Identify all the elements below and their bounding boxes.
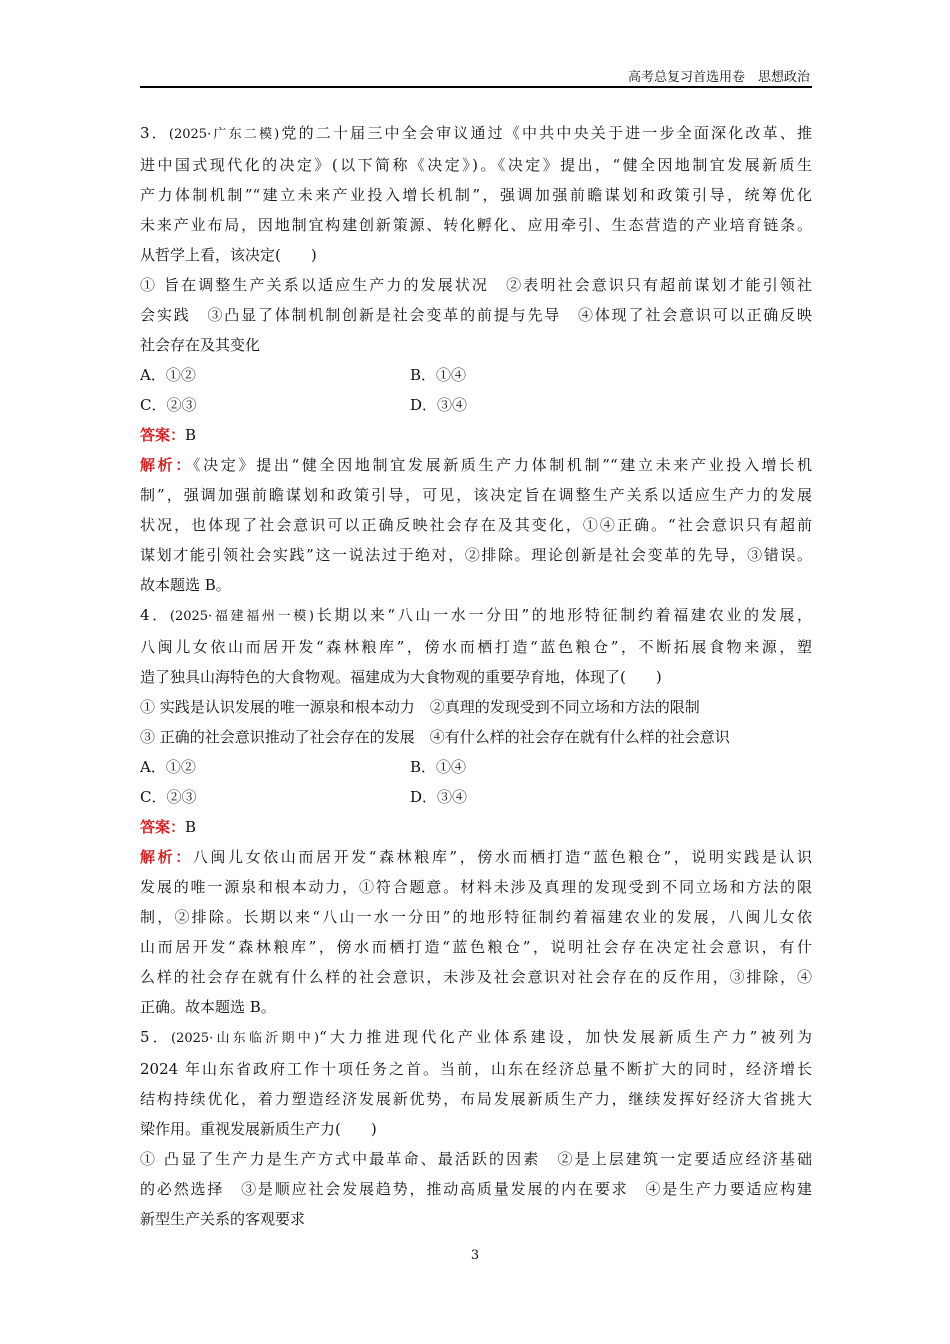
q4-analysis-line: 山而居开发“森林粮库”，傍水而栖打造“蓝色粮仓”，说明社会存在决定社会意识，有什 (140, 938, 812, 956)
q3-analysis-line: 状况，也体现了社会意识可以正确反映社会存在及其变化，①④正确。“社会意识只有超前 (140, 516, 812, 534)
q3-options-row (140, 390, 812, 420)
q3-analysis-line: 制”，强调加强前瞻谋划和政策引导，可见，该决定旨在调整生产关系以适应生产力的发展 (140, 486, 812, 504)
q3-statement-line: ① 旨在调整生产关系以适应生产力的发展状况 ②表明社会意识只有超前谋划才能引领社 (140, 276, 812, 294)
q3-option-a: A．①② (140, 366, 196, 384)
q3-stem-line: 未来产业布局，因地制宜构建创新策源、转化孵化、应用牵引、生态营造的产业培育链条。 (140, 216, 812, 234)
q3-number: 3． (140, 124, 169, 142)
q4-analysis-line: 正确。故本题选 B。 (140, 998, 276, 1016)
q4-stem-line: 造了独具山海特色的大食物观。福建成为大食物观的重要孕育地，体现了( ) (140, 668, 662, 686)
q4-analysis-line: 制，②排除。长期以来“八山一水一分田”的地形特征制约着福建农业的发展，八闽儿女依 (140, 908, 812, 926)
q4-option-c: C．②③ (140, 788, 197, 806)
q3-option-d: D．③④ (410, 396, 468, 414)
q5-number: 5． (140, 1028, 172, 1046)
q5-statement-line: 的必然选择 ③是顺应社会发展趋势，推动高质量发展的内在要求 ④是生产力要适应构建 (140, 1180, 812, 1198)
q4-stem-line: 4．(2025·福建福州一模)长期以来“八山一水一分田”的地形特征制约着福建农业的发展， (140, 606, 812, 624)
q5-stem-line: 梁作用。重视发展新质生产力( ) (140, 1120, 377, 1138)
answer-label: 答案： (140, 818, 186, 836)
q4-source: (2025·福建福州一模) (169, 609, 315, 624)
q4-option-a: A．①② (140, 758, 196, 776)
question-5 (140, 1022, 812, 1234)
q4-options-row (140, 752, 812, 782)
q3-answer-value: B (185, 426, 197, 444)
q4-analysis-line: 发展的唯一源泉和根本动力，①符合题意。材料未涉及真理的发现受到不同立场和方法的限 (140, 878, 812, 896)
q3-analysis-line: 解析：《决定》提出“健全因地制宜发展新质生产力体制机制”“建立未来产业投入增长机 (140, 456, 812, 474)
q3-source: (2025·广东二模) (168, 127, 280, 142)
q5-source: (2025·山东临沂期中) (171, 1031, 320, 1046)
q3-options-row (140, 360, 812, 390)
q5-statement-line: 新型生产关系的客观要求 (140, 1210, 306, 1228)
q3-analysis-line: 谋划才能引领社会实践”这一说法过于绝对，②排除。理论创新是社会变革的先导，③错误。 (140, 546, 812, 564)
page-number: 3 (470, 1248, 480, 1263)
q3-statement-line: 会实践 ③凸显了体制机制创新是社会变革的前提与先导 ④体现了社会意识可以正确反映 (140, 306, 812, 324)
analysis-label: 解析： (140, 456, 194, 474)
analysis-label: 解析： (140, 848, 193, 866)
question-4 (140, 600, 812, 1022)
page-content (140, 118, 812, 1234)
question-3 (140, 118, 812, 600)
q5-stem-line: 5．(2025·山东临沂期中)“大力推进现代化产业体系建设，加快发展新质生产力”被列为 (140, 1028, 812, 1046)
header-rule (140, 86, 812, 88)
q4-option-b: B．①④ (410, 758, 467, 776)
running-header: 高考总复习首选用卷 思想政治 (627, 70, 810, 85)
q4-statement-line: ③ 正确的社会意识推动了社会存在的发展 ④有什么样的社会存在就有什么样的社会意识 (140, 728, 730, 746)
q3-analysis-line: 故本题选 B。 (140, 576, 231, 594)
q3-stem-line: 从哲学上看，该决定( ) (140, 246, 317, 264)
q3-statement-line: 社会存在及其变化 (140, 336, 261, 354)
q3-stem-line: 3．(2025·广东二模)党的二十届三中全会审议通过《中共中央关于进一步全面深化改革、推 (140, 124, 812, 142)
q4-number: 4． (140, 606, 170, 624)
q4-analysis-line: 么样的社会存在就有什么样的社会意识，未涉及社会意识对社会存在的反作用，③排除，④ (140, 968, 812, 986)
q3-answer (140, 420, 812, 450)
q4-analysis-line: 解析：八闽儿女依山而居开发“森林粮库”，傍水而栖打造“蓝色粮仓”，说明实践是认识 (140, 848, 812, 866)
q4-options-row (140, 782, 812, 812)
q5-statement-line: ① 凸显了生产力是生产方式中最革命、最活跃的因素 ②是上层建筑一定要适应经济基础 (140, 1150, 812, 1168)
q3-stem-line: 产力体制机制”“建立未来产业投入增长机制”，强调加强前瞻谋划和政策引导，统筹优化 (140, 186, 812, 204)
q4-statement-line: ① 实践是认识发展的唯一源泉和根本动力 ②真理的发现受到不同立场和方法的限制 (140, 698, 700, 716)
q4-stem-line: 八闽儿女依山而居开发“森林粮库”，傍水而栖打造“蓝色粮仓”，不断拓展食物来源，塑 (140, 638, 812, 656)
q3-option-c: C．②③ (140, 396, 197, 414)
q5-stem-line: 2024 年山东省政府工作十项任务之首。当前，山东在经济总量不断扩大的同时，经济增长 (140, 1060, 812, 1078)
q5-stem-line: 结构持续优化，着力塑造经济发展新优势，布局发展新质生产力，继续发挥好经济大省挑大 (140, 1090, 812, 1108)
q4-answer-value: B (185, 818, 197, 836)
q3-stem-line: 进中国式现代化的决定》(以下简称《决定》)。《决定》提出，“健全因地制宜发展新质生 (140, 156, 812, 174)
answer-label: 答案： (140, 426, 186, 444)
q3-option-b: B．①④ (410, 366, 467, 384)
q4-option-d: D．③④ (410, 788, 468, 806)
q4-answer (140, 812, 812, 842)
